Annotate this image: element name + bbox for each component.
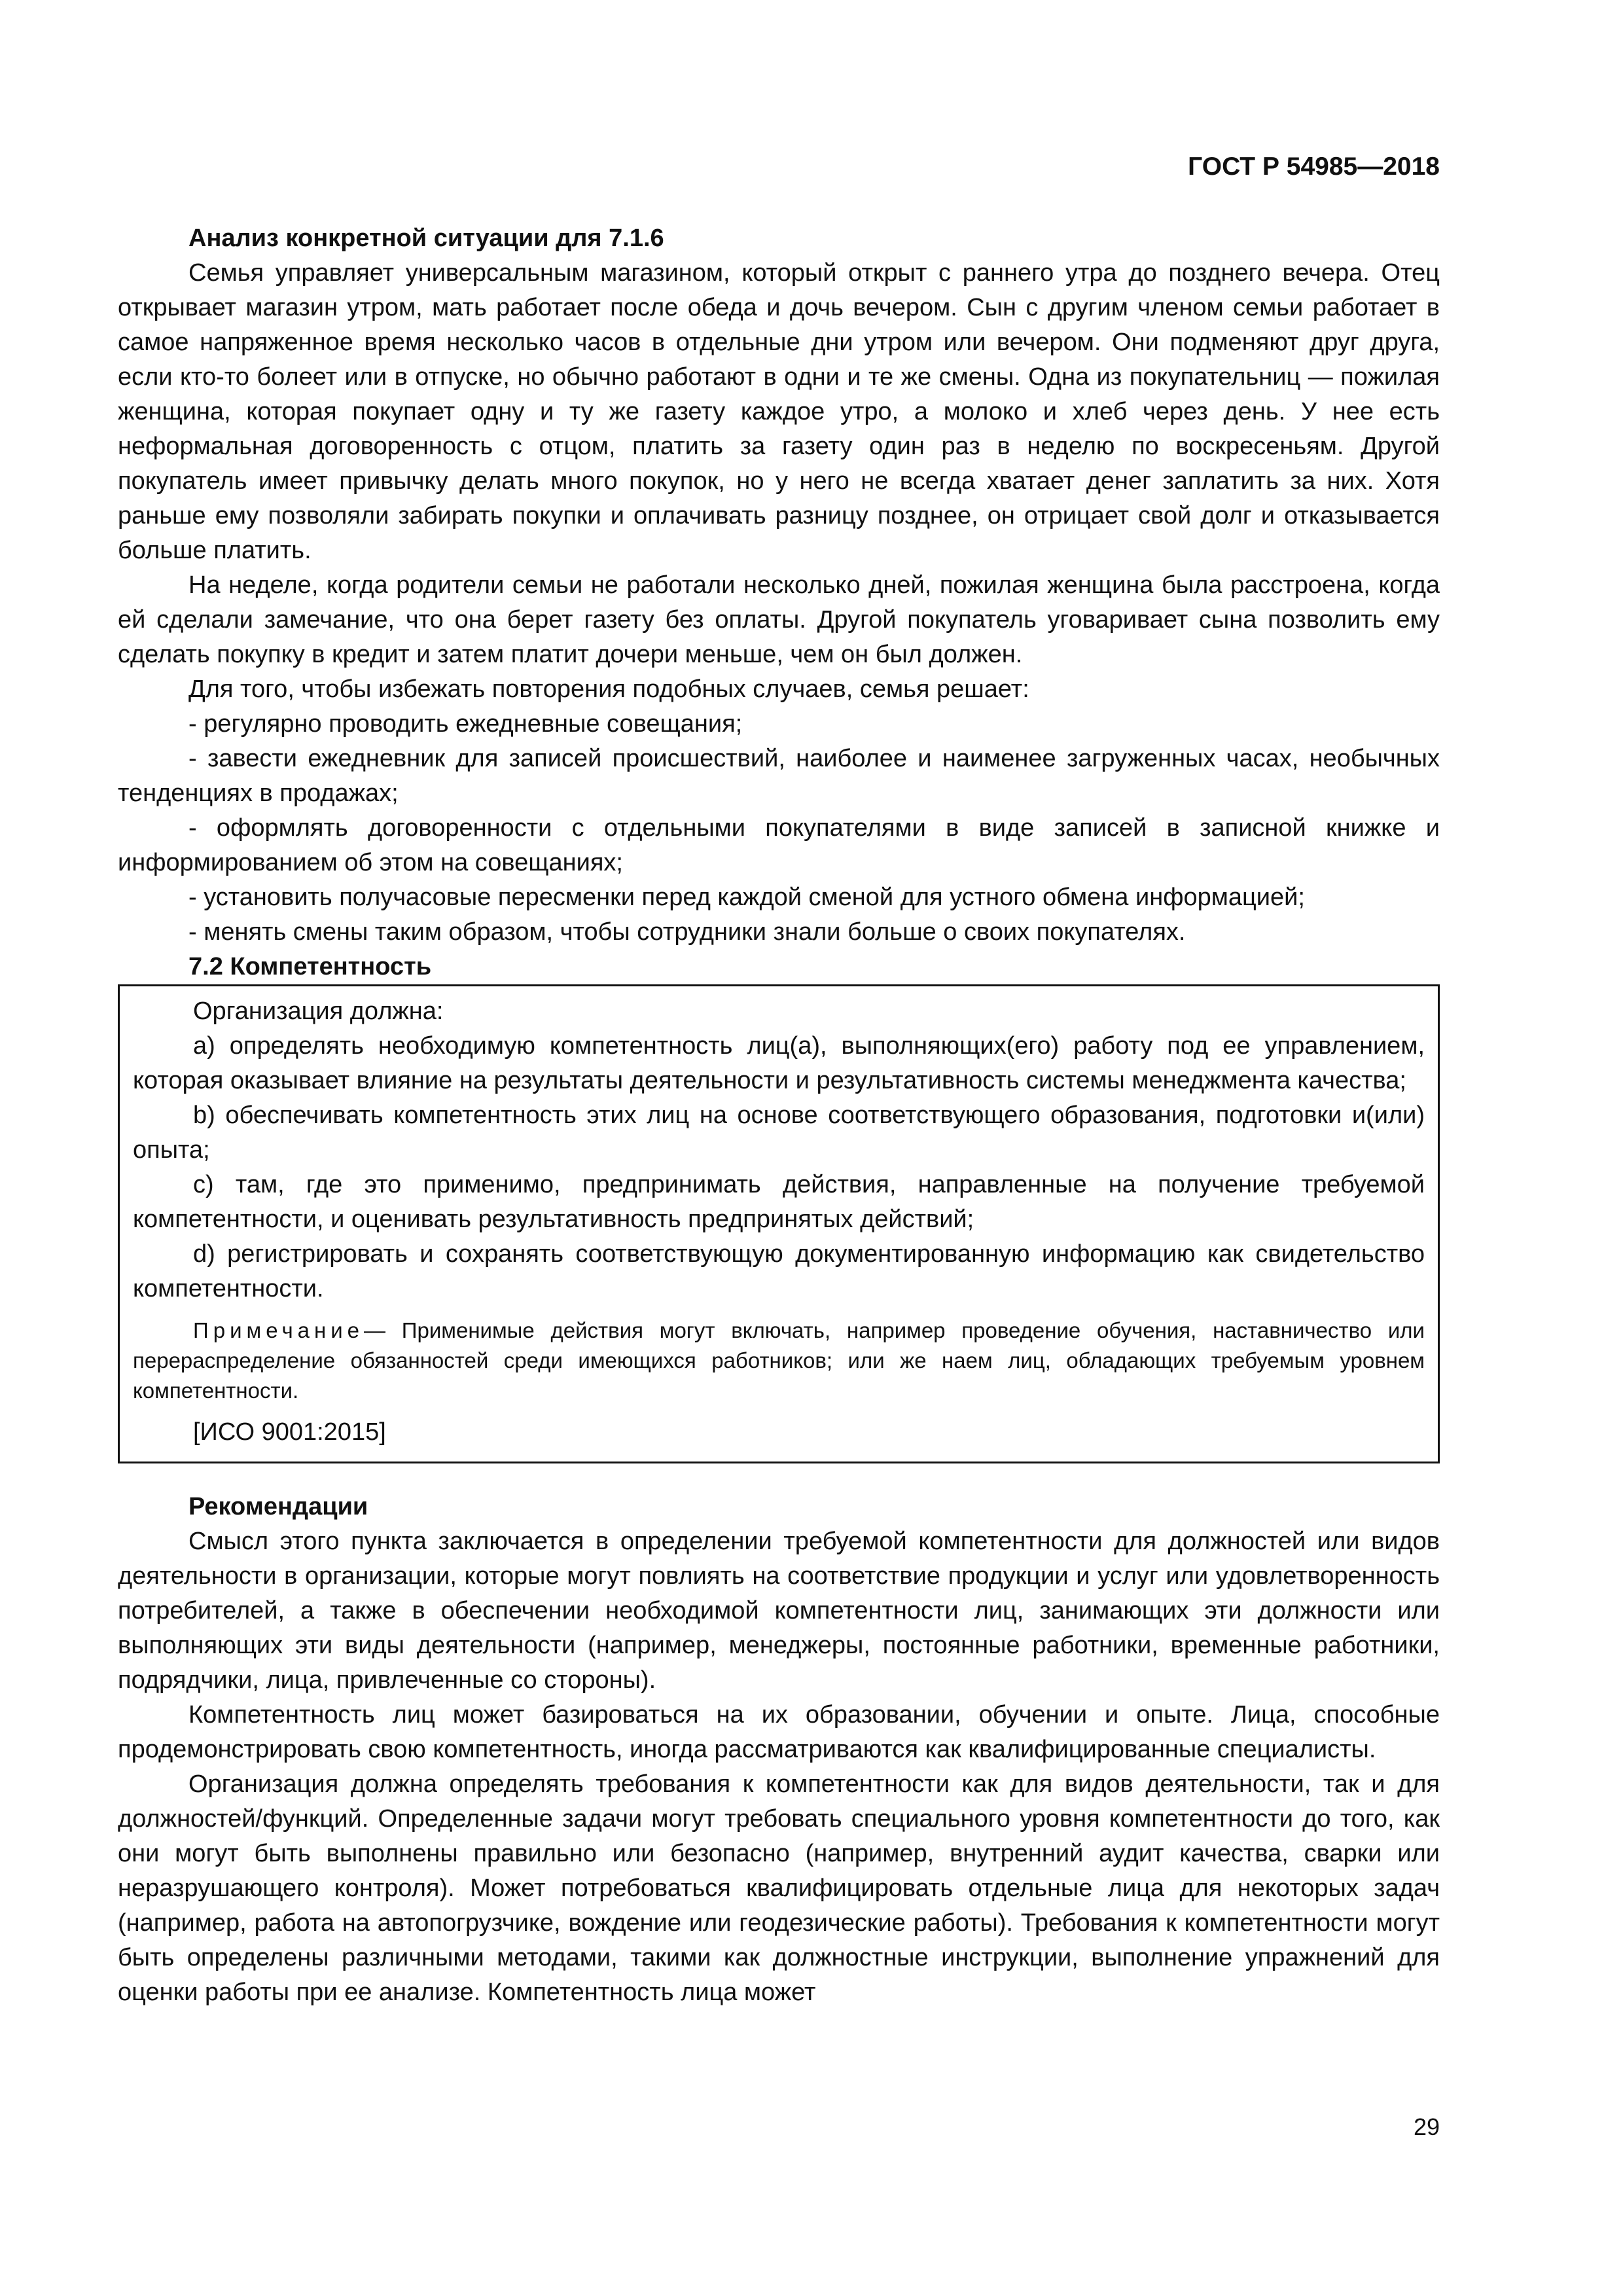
list-item: - оформлять договоренности с отдельными покупателями в виде записей в записной книжке и информированием об этом на совещаниях;: [118, 814, 1440, 876]
box-note: [133, 1316, 1425, 1406]
recommendation-paragraph: Организация должна определять требования к компетентности как для видов деятельности, так и для должностей/функций. Определенные задачи могут требовать специального уровня компетентности до того, как они могут быть выполнены правильно или безопасно (например, внутренний аудит качества, сварки или неразрушающего контроля). Может потребоваться квалифицировать отдельные лица для некоторых задач (например, работа на автопогрузчике, вождение или геодезические работы). Требования к компетентности могут быть определены различными методами, такими как должностные инструкции, выполнение упражнений для оценки работы при ее анализе. Компетентность лица может: [118, 1770, 1440, 2006]
box-intro: Организация должна:: [193, 997, 444, 1025]
box-item: c) там, где это применимо, предпринимать действия, направленные на получение требуемой компетентности, и оценивать результативность предпринятых действий;: [133, 1171, 1425, 1233]
decision-list: [118, 707, 1440, 950]
section-title: 7.2 Компетентность: [188, 953, 432, 980]
note-text: — Применимые действия могут включать, например проведение обучения, наставничество или перераспределение обязанностей среди имеющихся работников; или же наем лиц, обладающих требуемым уровнем компетентности.: [133, 1318, 1425, 1403]
case-paragraph: На неделе, когда родители семьи не работали несколько дней, пожилая женщина была расстроена, когда ей сделали замечание, что она берет газету без оплаты. Другой покупатель уговаривает сына позволить ему сделать покупку в кредит и затем платит дочери меньше, чем он был должен.: [118, 571, 1440, 668]
box-item: b) обеспечивать компетентность этих лиц на основе соответствующего образования, подготовки и(или) опыта;: [133, 1102, 1425, 1164]
note-label: Примечание: [193, 1318, 365, 1342]
page-number: 29: [1413, 2113, 1440, 2140]
list-item: - завести ежедневник для записей происшествий, наиболее и наименее загруженных часах, необычных тенденциях в продажах;: [118, 745, 1440, 807]
list-item: - менять смены таким образом, чтобы сотрудники знали больше о своих покупателях.: [188, 918, 1186, 946]
box-item: a) определять необходимую компетентность лиц(а), выполняющих(его) работу под ее управлением, которая оказывает влияние на результаты деятельности и результативность системы менеджмента качества;: [133, 1032, 1425, 1094]
list-item: - установить получасовые пересменки перед каждой сменой для устного обмена информацией;: [188, 884, 1305, 911]
recommendation-paragraph: Компетентность лиц может базироваться на их образовании, обучении и опыте. Лица, способные продемонстрировать свою компетентность, иногда рассматриваются как квалифицированные специалисты.: [118, 1701, 1440, 1763]
document-code: ГОСТ Р 54985—2018: [1188, 152, 1440, 181]
box-reference: [ИСО 9001:2015]: [193, 1418, 386, 1446]
recommendations-title: Рекомендации: [188, 1493, 368, 1520]
case-paragraph: Для того, чтобы избежать повторения подобных случаев, семья решает:: [188, 675, 1029, 703]
box-item: d) регистрировать и сохранять соответствующую документированную информацию как свидетельство компетентности.: [133, 1240, 1425, 1302]
case-paragraph: Семья управляет универсальным магазином, который открыт с раннего утра до позднего вечера. Отец открывает магазин утром, мать работает после обеда и дочь вечером. Сын с другим членом семьи работает в самое напряженное время несколько часов в отдельные дни утром или вечером. Они подменяют друг друга, если кто-то болеет или в отпуске, но обычно работают в одни и те же смены. Одна из покупательниц — пожилая женщина, которая покупает одну и ту же газету каждое утро, а молоко и хлеб через день. У нее есть неформальная договоренность с отцом, платить за газету один раз в неделю по воскресеньям. Другой покупатель имеет привычку делать много покупок, но у него не всегда хватает денег заплатить за них. Хотя раньше ему позволяли забирать покупки и оплачивать разницу позднее, он отрицает свой долг и отказывается больше платить.: [118, 259, 1440, 564]
requirement-box: [118, 984, 1440, 1463]
page-content: [118, 221, 1440, 2010]
list-item: - регулярно проводить ежедневные совещания;: [188, 710, 743, 738]
case-study-title: Анализ конкретной ситуации для 7.1.6: [188, 224, 664, 252]
recommendation-paragraph: Смысл этого пункта заключается в определении требуемой компетентности для должностей или видов деятельности в организации, которые могут повлиять на соответствие продукции и услуг или удовлетворенность потребителей, а также в обеспечении необходимой компетентности лиц, занимающих эти должности или выполняющих эти виды деятельности (например, менеджеры, постоянные работники, временные работники, подрядчики, лица, привлеченные со стороны).: [118, 1528, 1440, 1694]
